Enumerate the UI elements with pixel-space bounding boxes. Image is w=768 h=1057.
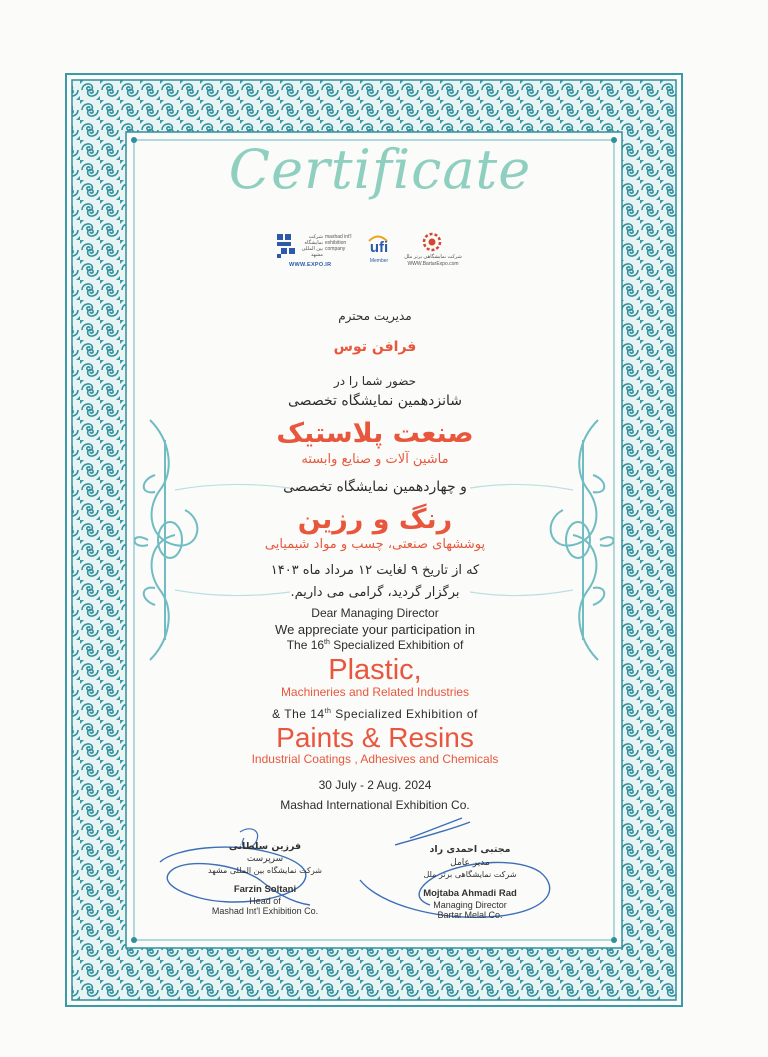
en-line-3-pre: & The 14 xyxy=(272,707,325,721)
en-line-2-post: Specialized Exhibition of xyxy=(329,638,464,652)
en-exhibition-1-subtitle: Machineries and Related Industries xyxy=(280,685,470,699)
en-organizer: Mashad International Exhibition Co. xyxy=(280,798,470,812)
ufi-label: ufi xyxy=(369,239,389,256)
left-signature-org-fa: شرکت نمایشگاه بین المللی مشهد xyxy=(208,866,322,875)
fa-exhibition-2-title: رنگ و رزین xyxy=(297,504,453,535)
fa-line-3: و چهاردهمین نمایشگاه تخصصی xyxy=(283,479,467,495)
right-signature-org-en: Bartar Melal Co. xyxy=(437,910,503,920)
expo-name-en: mashad int'l exhibition company xyxy=(325,234,352,252)
left-signature-name-fa: فرزین سلطانی xyxy=(228,841,302,852)
left-signature-title-en: Head of xyxy=(249,896,281,906)
expo-url: WWW.EXPO.IR xyxy=(289,262,332,268)
right-signature-title-en: Managing Director xyxy=(433,900,507,910)
right-signature-org-fa: شرکت نمایشگاهی برتر ملل xyxy=(423,870,517,879)
fa-line-2: شانزدهمین نمایشگاه تخصصی xyxy=(288,393,462,409)
expo-name-fa: شرکت نمایشگاه بین المللی مشهد xyxy=(301,234,323,258)
certificate-title: Certificate xyxy=(228,138,532,201)
fa-salutation: مدیریت محترم xyxy=(338,309,412,323)
fa-date-line: که از تاریخ ۹ لغایت ۱۲ مرداد ماه ۱۴۰۳ xyxy=(270,563,480,578)
left-signature-title-fa: سرپرست xyxy=(246,854,284,864)
bartar-url: WWW.BartarExpo.com xyxy=(407,261,459,267)
fa-exhibition-1-subtitle: ماشین آلات و صنایع وابسته xyxy=(301,452,449,467)
fa-closing-line: برگزار گردید، گرامی می داریم. xyxy=(290,585,460,600)
right-signature-title-fa: مدیر عامل xyxy=(450,858,490,868)
bartar-name-fa: شرکت نمایشگاهی برتر ملل xyxy=(404,254,462,260)
left-signature-name-en: Farzin Soltani xyxy=(233,884,297,895)
left-signature-org-en: Mashad Int'l Exhibition Co. xyxy=(211,906,319,916)
en-date: 30 July - 2 Aug. 2024 xyxy=(318,778,432,792)
ufi-member: Member xyxy=(369,258,389,264)
en-line-3-post: Specialized Exhibition of xyxy=(331,707,478,721)
en-line-2-pre: The 16 xyxy=(286,638,325,652)
en-exhibition-2-subtitle: Industrial Coatings , Adhesives and Chemicals xyxy=(251,752,499,766)
en-line-2-sup: th xyxy=(324,639,330,646)
fa-exhibition-2-subtitle: پوششهای صنعتی، چسب و مواد شیمیایی xyxy=(264,537,486,552)
en-exhibition-1-title: Plastic, xyxy=(328,654,422,686)
en-line-3-sup: th xyxy=(324,708,332,715)
en-salutation: Dear Managing Director xyxy=(311,606,439,620)
fa-exhibition-1-title: صنعت پلاستیک xyxy=(276,418,474,449)
en-exhibition-2-title: Paints & Resins xyxy=(276,722,474,753)
right-signature-name-en: Mojtaba Ahmadi Rad xyxy=(423,888,517,899)
right-signature-name-fa: مجتبی احمدی راد xyxy=(429,844,511,855)
en-line-1: We appreciate your participation in xyxy=(275,622,475,637)
fa-company-name: فرافن توس xyxy=(333,339,417,355)
fa-line-1: حضور شما را در xyxy=(333,374,417,388)
